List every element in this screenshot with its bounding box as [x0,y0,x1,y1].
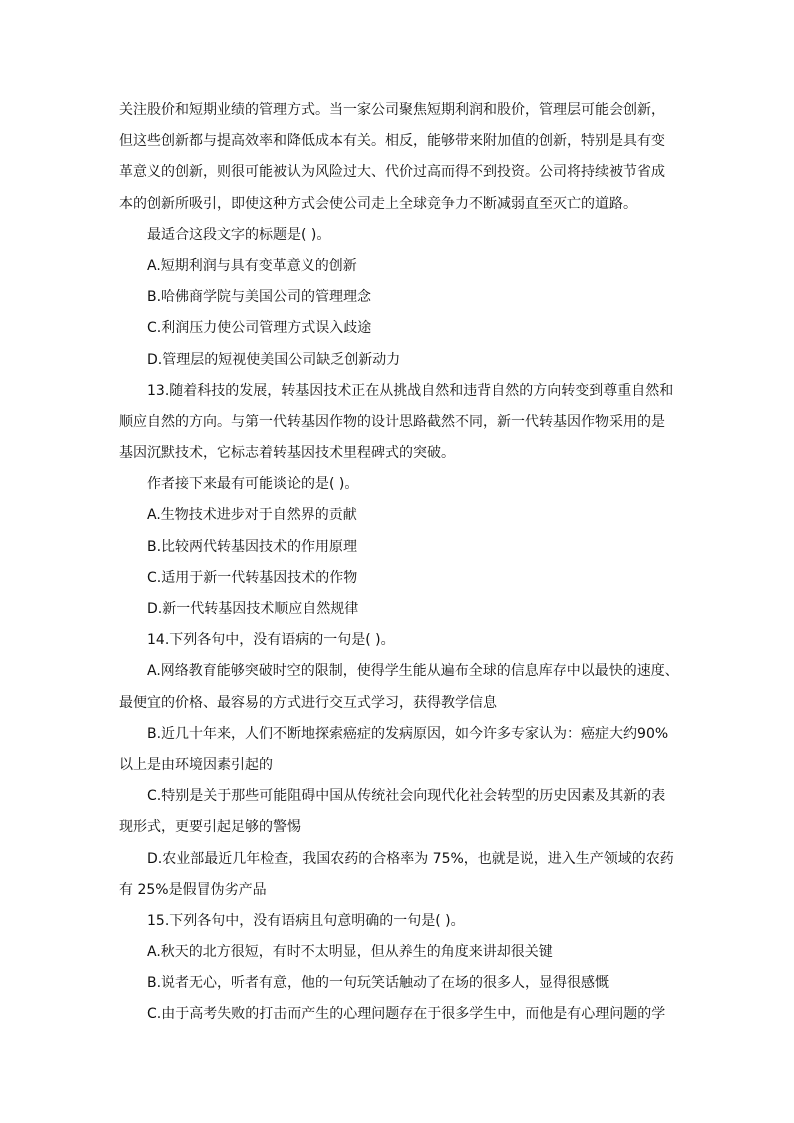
text-line: B.哈佛商学院与美国公司的管理理念 [147,289,372,306]
text-line: 革意义的创新，则很可能被认为风险过大、代价过高而得不到投资。公司将持续被节省成 [119,164,665,181]
text-line: D.农业部最近几年检查，我国农药的合格率为 75%，也就是说，进入生产领域的农药 [147,850,674,867]
text-line: 基因沉默技术，它标志着转基因技术里程碑式的突破。 [119,445,455,462]
document-page [119,95,679,1031]
text-line: 最适合这段文字的标题是( )。 [147,226,331,243]
text-line: A.短期利润与具有变革意义的创新 [147,257,357,274]
text-line: 13.随着科技的发展，转基因技术正在从挑战自然和违背自然的方向转变到尊重自然和 [147,382,674,399]
text-line: B.近几十年来，人们不断地探索癌症的发病原因，如今许多专家认为：癌症大约90% [147,725,669,742]
text-line: A.秋天的北方很短，有时不太明显，但从养生的角度来讲却很关键 [147,944,553,961]
text-line: 15.下列各句中，没有语病且句意明确的一句是( )。 [147,912,465,929]
text-line: C.由于高考失败的打击而产生的心理问题存在于很多学生中，而他是有心理问题的学 [147,1006,666,1023]
text-line: C.利润压力使公司管理方式误入歧途 [147,320,372,337]
text-line: D.管理层的短视使美国公司缺乏创新动力 [147,351,401,368]
text-line: 现形式，更要引起足够的警惕 [119,819,301,836]
text-line: A.生物技术进步对于自然界的贡献 [147,507,357,524]
text-line: 有 25%是假冒伪劣产品 [119,881,267,898]
text-line: 但这些创新都与提高效率和降低成本有关。相反，能够带来附加值的创新，特别是具有变 [119,133,665,150]
text-line: 本的创新所吸引，即使这种方式会使公司走上全球竞争力不断减弱直至灭亡的道路。 [119,195,637,212]
text-line: B.说者无心，听者有意，他的一句玩笑话触动了在场的很多人，显得很感慨 [147,975,610,992]
text-line: 14.下列各句中，没有语病的一句是( )。 [147,632,395,649]
text-line: B.比较两代转基因技术的作用原理 [147,538,358,555]
text-line: A.网络教育能够突破时空的限制，使得学生能从遍布全球的信息库存中以最快的速度、 [147,663,679,680]
text-line: 以上是由环境因素引起的 [119,756,273,773]
text-line: 关注股价和短期业绩的管理方式。当一家公司聚焦短期利润和股价，管理层可能会创新， [119,102,665,118]
text-line: 最便宜的价格、最容易的方式进行交互式学习，获得教学信息 [119,694,497,711]
text-line: C.特别是关于那些可能阻碍中国从传统社会向现代化社会转型的历史因素及其新的表 [147,788,666,805]
text-line: D.新一代转基因技术顺应自然规律 [147,601,359,617]
text-line: 作者接下来最有可能谈论的是( )。 [147,476,359,493]
text-line: C.适用于新一代转基因技术的作物 [147,569,358,586]
text-line: 顺应自然的方向。与第一代转基因作物的设计思路截然不同，新一代转基因作物采用的是 [119,413,665,430]
